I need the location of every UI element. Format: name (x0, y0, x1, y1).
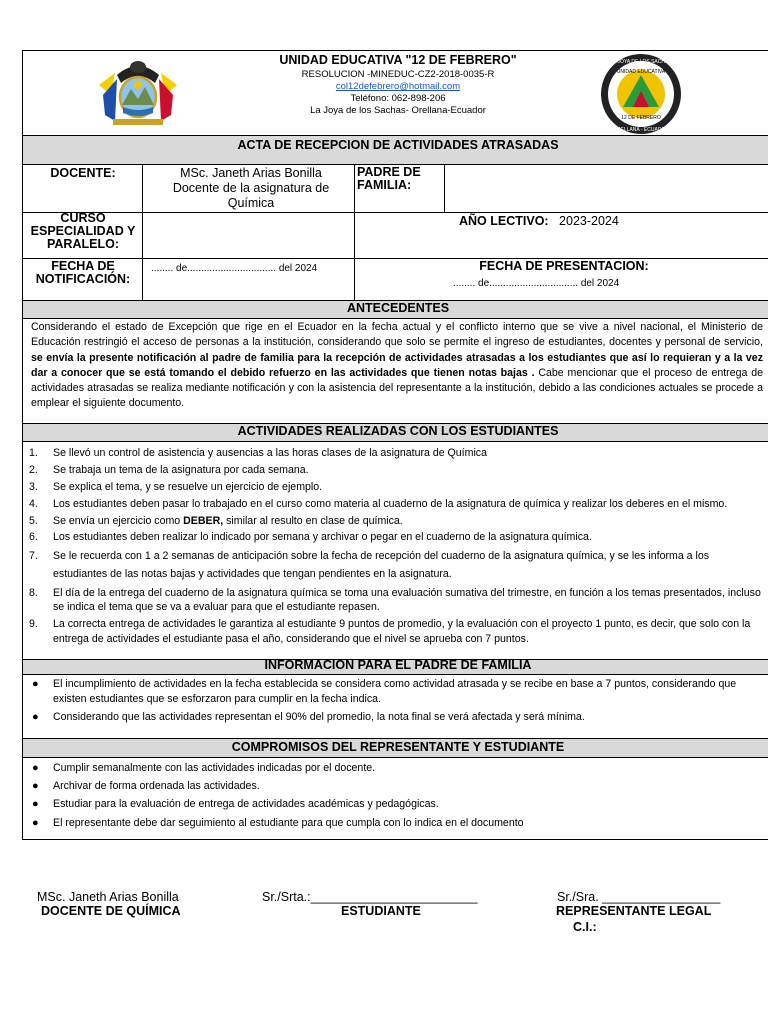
seal-text-top: LA JOYA DE LOS SACHAS (610, 59, 672, 65)
list-item: 5. Se envía un ejercicio como DEBER, similar al resulto en clase de química. (29, 514, 403, 527)
bullet-icon: ● (32, 678, 39, 690)
docente-value: MSc. Janeth Arias Bonilla Docente de la asignatura de Química (172, 166, 330, 210)
school-email-link[interactable]: col12defebrero@hotmail.com (335, 81, 461, 92)
fecha-notificacion-value[interactable]: ........ de................................ del 2024 (151, 263, 318, 274)
bullet-icon: ● (32, 798, 39, 811)
seal-text-bot: ORELLANA - ECUADOR (613, 127, 669, 133)
list-item: ● Estudiar para la evaluación de entrega de actividades académicas y pedagógicas. (32, 798, 439, 811)
fecha-presentacion-value[interactable]: ........ de................................ del 2024 (453, 278, 620, 289)
list-item: ● El incumplimiento de actividades en la fecha establecida se considera como actividad atrasada y se recibe en base a 7 puntos, considerando que existen estudiantes que se esforzaron para cumplir en la fecha indica. (32, 678, 737, 705)
list-item: 4. Los estudiantes deben pasar lo trabajado en el curso como materia al cuaderno de la asignatura de química y realizar los deberes en el mismo. (29, 497, 728, 510)
docente-signature-role: DOCENTE DE QUÍMICA (41, 904, 181, 918)
antecedentes-title: ANTECEDENTES (346, 301, 450, 315)
estudiante-signature-line[interactable]: Sr./Srta.:________________________ (262, 890, 478, 904)
compromisos-list (29, 761, 763, 830)
resolution-text: RESOLUCION -MINEDUC-CZ2-2018-0035-R (301, 69, 495, 80)
school-name: UNIDAD EDUCATIVA "12 DE FEBRERO" (279, 53, 517, 67)
list-item: 9. La correcta entrega de actividades le garantiza al estudiante 9 puntos de promedio, y la evaluación con el proyecto 1 punto, es decir, que solo con la entrega de actividades el estudiante pasa el año, considerando que el nivel se aprueba con 7 puntos. (29, 618, 751, 645)
docente-label: DOCENTE: (50, 166, 116, 180)
compromisos-title: COMPROMISOS DEL REPRESENTANTE Y ESTUDIANTE (231, 740, 565, 754)
actividades-title: ACTIVIDADES REALIZADAS CON LOS ESTUDIANTES (237, 424, 559, 438)
ano-value: 2023-2024 (559, 214, 619, 228)
ano-label: AÑO LECTIVO: (459, 214, 549, 228)
representante-signature-line[interactable]: Sr./Sra. _________________ (557, 890, 721, 904)
list-item: 7. Se le recuerda con 1 a 2 semanas de anticipación sobre la fecha de recepción del cuaderno de la asignatura química, y se les informa a los estudiantes de las notas bajas y actividades que tengan pendientes en la asignatura. (29, 550, 710, 581)
antecedentes-text-bold: se envía la presente notificación al padre de familia para la recepción de actividades atrasadas a los estudiantes que así lo requieran y a la vez dar a conocer que se está tomando el debido refuerzo en las actividades que tienen notas bajas . (31, 351, 763, 379)
padre-label: PADRE DE FAMILIA: (357, 165, 421, 192)
bullet-icon: ● (32, 780, 39, 793)
bullet-icon: ● (32, 711, 39, 724)
seal-text-mid: UNIDAD EDUCATIVA (616, 69, 666, 75)
curso-label: CURSO ESPECIALIDAD Y PARALELO: (30, 211, 136, 251)
antecedentes-text-b: Cabe mencionar que el proceso de entrega de actividades atrasadas se realiza mediante notificación y con la asistencia del representante a la institución, debido a las condiciones actuales se procede a emplear el siguiente documento. (31, 366, 763, 410)
representante-signature-role: REPRESENTANTE LEGAL (556, 904, 712, 918)
ano-lectivo-row (459, 212, 619, 230)
fecha-notificacion-label: FECHA DE NOTIFICACIÓN: (35, 259, 131, 286)
school-phone: Teléfono: 062-898-206 (350, 93, 446, 104)
school-location: La Joya de los Sachas- Orellana-Ecuador (310, 105, 486, 116)
curso-field[interactable] (143, 213, 353, 257)
estudiante-signature-role: ESTUDIANTE (341, 904, 421, 918)
antecedentes-text (31, 320, 763, 412)
list-item: 1. Se llevó un control de asistencia y ausencias a las horas clases de la asignatura de Química (29, 447, 487, 459)
list-item: ● Considerando que las actividades representan el 90% del promedio, la nota final se verá afectada y será mínima. (32, 711, 585, 724)
seal-text-feb: 12 DE FEBRERO (621, 115, 661, 121)
informacion-title: INFORMACION PARA EL PADRE DE FAMILIA (264, 658, 532, 672)
padre-field[interactable] (445, 165, 768, 211)
list-item: 2. Se trabaja un tema de la asignatura por cada semana. (29, 463, 309, 476)
bullet-icon: ● (32, 762, 39, 774)
document-title: ACTA DE RECEPCION DE ACTIVIDADES ATRASADAS (237, 138, 559, 152)
docente-signature-name: MSc. Janeth Arias Bonilla (37, 890, 179, 904)
list-item: 6. Los estudiantes deben realizar lo indicado por semana y archivar o pegar en el cuaderno de la asignatura química. (29, 531, 592, 544)
fecha-presentacion-label: FECHA DE PRESENTACION: (479, 259, 649, 273)
document-frame (22, 50, 768, 840)
antecedentes-text-a: Considerando el estado de Excepción que rige en el Ecuador en la fecha actual y el conflicto interno que se vive a nivel nacional, el Ministerio de Educación restringió el acceso de personas a la institución, considerando que solo se permite el ingreso de estudiantes, docentes y personal de servicio, (31, 321, 763, 349)
list-item: ● Archivar de forma ordenada las actividades. (32, 780, 260, 793)
list-item: 3. Se explica el tema, y se resuelve un ejercicio de ejemplo. (29, 480, 323, 493)
school-seal-logo (599, 53, 683, 135)
list-item: ● Cumplir semanalmente con las actividades indicadas por el docente. (32, 762, 376, 774)
bullet-icon: ● (32, 816, 39, 829)
list-item: 8. El día de la entrega del cuaderno de la asignatura química se toma una evaluación sumativa del trimestre, en función a los temas presentados, incluso se indica el tema que se va a evaluar para que el estudiante repasen. (29, 586, 761, 614)
list-item: ● El representante debe dar seguimiento al estudiante para que cumpla con lo indica en el documento (32, 816, 524, 829)
informacion-list (29, 677, 763, 725)
actividades-list (29, 446, 763, 646)
representante-ci-label: C.I.: (573, 920, 597, 934)
